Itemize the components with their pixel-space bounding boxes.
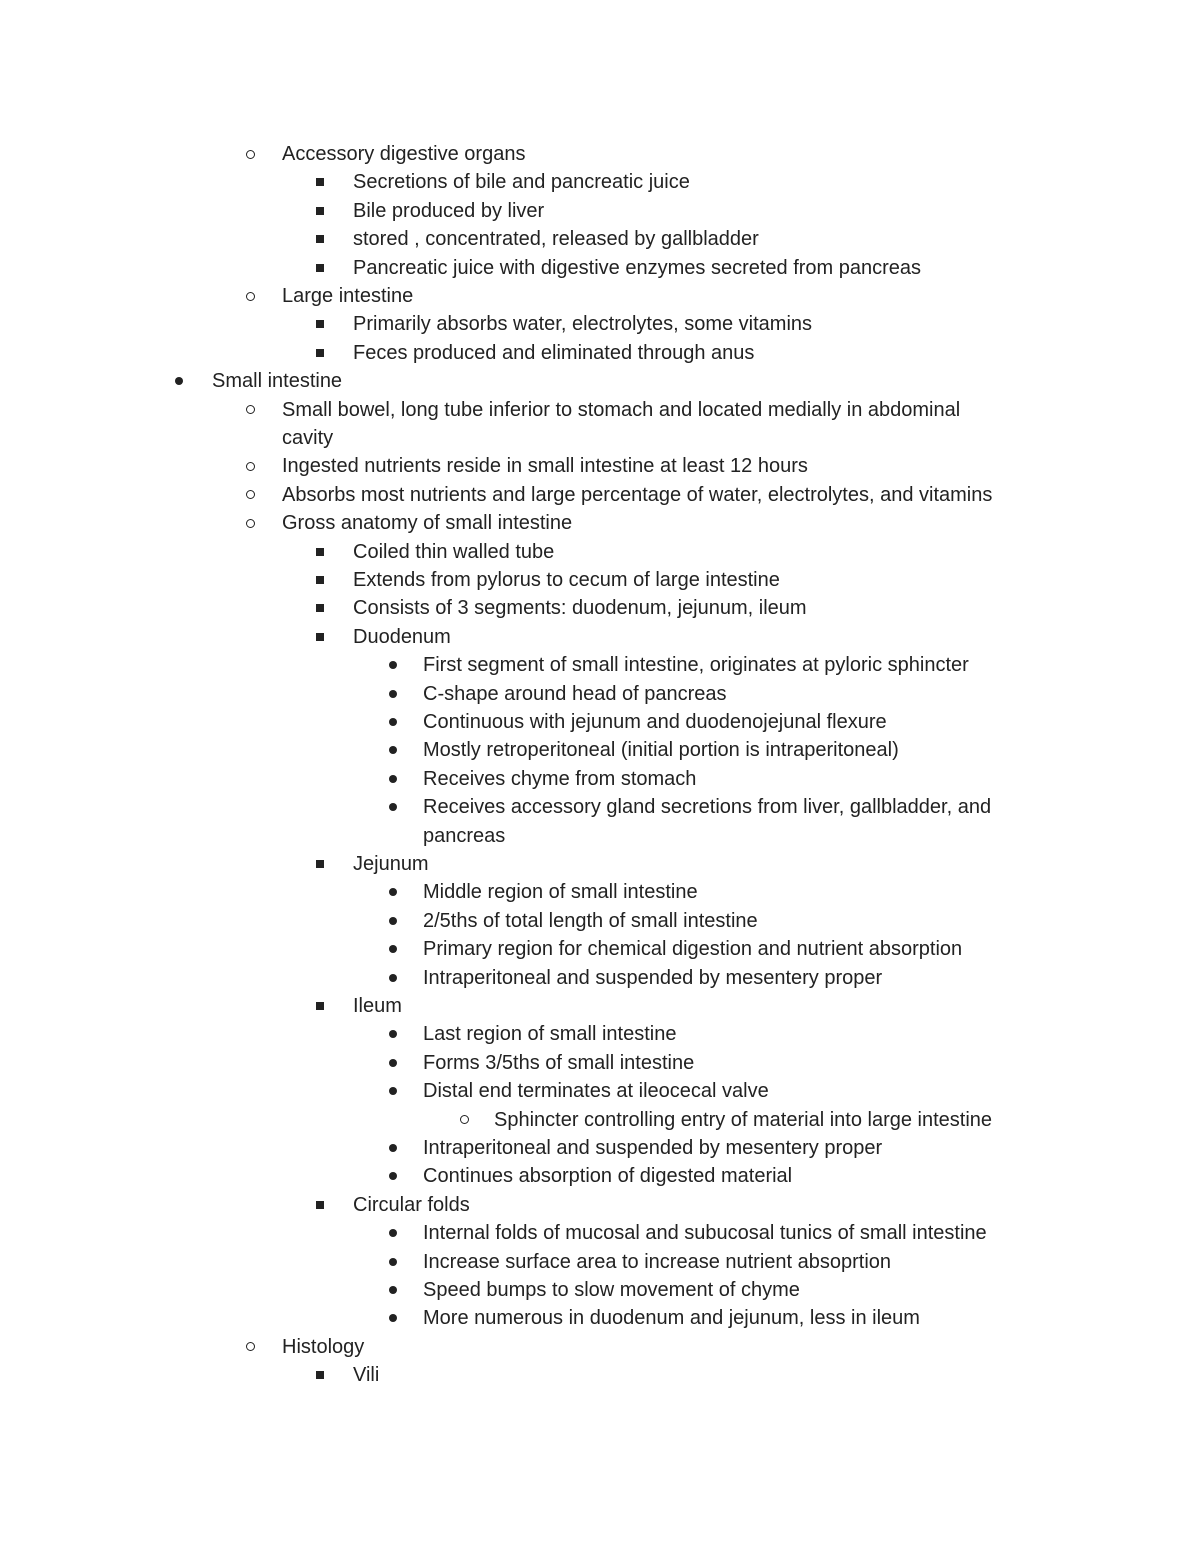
- square-bullet-icon: [316, 339, 324, 367]
- list-item-text: More numerous in duodenum and jejunum, less in ileum: [423, 1307, 920, 1330]
- list-item-text: Intraperitoneal and suspended by mesentery proper: [423, 966, 883, 989]
- disc-bullet-icon: [389, 680, 397, 708]
- square-bullet-icon: [316, 566, 324, 594]
- disc-bullet-icon: [389, 907, 397, 935]
- disc-bullet-icon: [389, 964, 397, 992]
- disc-bullet-icon: [389, 935, 397, 963]
- list-item-text: Jejunum: [353, 853, 429, 875]
- list-item-text: Distal end terminates at ileocecal valve: [423, 1080, 769, 1103]
- disc-bullet-icon: [389, 1248, 397, 1276]
- list-item-text: stored , concentrated, released by gallbladder: [353, 228, 759, 251]
- disc-bullet-icon: [389, 1077, 397, 1105]
- list-item-text: Absorbs most nutrients and large percentage of water, electrolytes, and vitamins: [282, 483, 993, 506]
- list-item-text: Circular folds: [353, 1193, 470, 1216]
- circle-bullet-icon: [246, 140, 255, 168]
- square-bullet-icon: [316, 197, 324, 225]
- circle-bullet-icon: [460, 1106, 469, 1134]
- disc-bullet-icon: [389, 1162, 397, 1190]
- circle-bullet-icon: [246, 1333, 255, 1361]
- square-bullet-icon: [316, 850, 324, 878]
- square-bullet-icon: [316, 254, 324, 282]
- list-item-text: Extends from pylorus to cecum of large intestine: [353, 569, 780, 591]
- list-item-text: Primary region for chemical digestion and nutrient absorption: [423, 938, 963, 961]
- square-bullet-icon: [316, 1191, 324, 1219]
- list-item-text: Consists of 3 segments: duodenum, jejunum, ileum: [353, 597, 807, 620]
- disc-bullet-icon: [389, 878, 397, 906]
- list-item-text: Histology: [282, 1335, 365, 1358]
- square-bullet-icon: [316, 992, 324, 1020]
- disc-bullet-icon: [175, 367, 183, 395]
- square-bullet-icon: [316, 168, 324, 196]
- disc-bullet-icon: [389, 1304, 397, 1332]
- list-item-text: Ileum: [353, 995, 402, 1017]
- disc-bullet-icon: [389, 651, 397, 679]
- list-item-text: Internal folds of mucosal and subucosal tunics of small intestine: [423, 1222, 987, 1245]
- list-item-text: pancreas: [423, 824, 506, 847]
- list-item-text: Small bowel, long tube inferior to stomach and located medially in abdominal: [282, 398, 961, 421]
- list-item-text: Large intestine: [282, 285, 414, 307]
- list-item-text: Forms 3/5ths of small intestine: [423, 1051, 695, 1074]
- list-item-text: Bile produced by liver: [353, 199, 545, 222]
- disc-bullet-icon: [389, 765, 397, 793]
- disc-bullet-icon: [389, 736, 397, 764]
- list-item-text: Secretions of bile and pancreatic juice: [353, 171, 690, 194]
- disc-bullet-icon: [389, 1134, 397, 1162]
- list-item-text: Ingested nutrients reside in small intestine at least 12 hours: [282, 455, 808, 478]
- disc-bullet-icon: [389, 1049, 397, 1077]
- list-item-text: Coiled thin walled tube: [353, 540, 555, 563]
- list-item-text: Mostly retroperitoneal (initial portion is intraperitoneal): [423, 739, 899, 762]
- list-item-text: Vili: [353, 1364, 380, 1387]
- disc-bullet-icon: [389, 708, 397, 736]
- disc-bullet-icon: [389, 1020, 397, 1048]
- square-bullet-icon: [316, 225, 324, 253]
- list-item-text: Duodenum: [353, 625, 451, 648]
- disc-bullet-icon: [389, 1276, 397, 1304]
- list-item-text: Gross anatomy of small intestine: [282, 512, 573, 535]
- list-item-text: Intraperitoneal and suspended by mesentery proper: [423, 1137, 883, 1159]
- square-bullet-icon: [316, 1361, 324, 1389]
- list-item-text: Speed bumps to slow movement of chyme: [423, 1279, 800, 1301]
- list-item-text: Primarily absorbs water, electrolytes, some vitamins: [353, 313, 813, 336]
- circle-bullet-icon: [246, 481, 255, 509]
- list-item-text: Middle region of small intestine: [423, 881, 698, 904]
- list-item-text: Small intestine: [212, 370, 343, 393]
- square-bullet-icon: [316, 310, 324, 338]
- square-bullet-icon: [316, 594, 324, 622]
- list-item-text: Receives chyme from stomach: [423, 767, 697, 790]
- list-item-text: Receives accessory gland secretions from liver, gallbladder, and: [423, 796, 992, 819]
- list-item-text: Increase surface area to increase nutrient absoprtion: [423, 1250, 892, 1273]
- disc-bullet-icon: [389, 1219, 397, 1247]
- square-bullet-icon: [316, 538, 324, 566]
- circle-bullet-icon: [246, 452, 255, 480]
- list-item-text: Sphincter controlling entry of material into large intestine: [494, 1108, 993, 1131]
- list-item-text: Continuous with jejunum and duodenojejunal flexure: [423, 711, 887, 733]
- list-item-text: 2/5ths of total length of small intestine: [423, 909, 758, 932]
- circle-bullet-icon: [246, 396, 255, 424]
- square-bullet-icon: [316, 623, 324, 651]
- list-item-text: Last region of small intestine: [423, 1023, 677, 1046]
- list-item-text: Pancreatic juice with digestive enzymes secreted from pancreas: [353, 256, 922, 279]
- circle-bullet-icon: [246, 509, 255, 537]
- disc-bullet-icon: [389, 793, 397, 821]
- list-item-text: C-shape around head of pancreas: [423, 682, 727, 705]
- circle-bullet-icon: [246, 282, 255, 310]
- list-item-text: cavity: [282, 427, 334, 449]
- list-item-text: First segment of small intestine, originates at pyloric sphincter: [423, 654, 969, 677]
- list-item-text: Accessory digestive organs: [282, 143, 526, 165]
- list-item-text: Continues absorption of digested material: [423, 1165, 793, 1188]
- list-item-text: Feces produced and eliminated through anus: [353, 341, 755, 364]
